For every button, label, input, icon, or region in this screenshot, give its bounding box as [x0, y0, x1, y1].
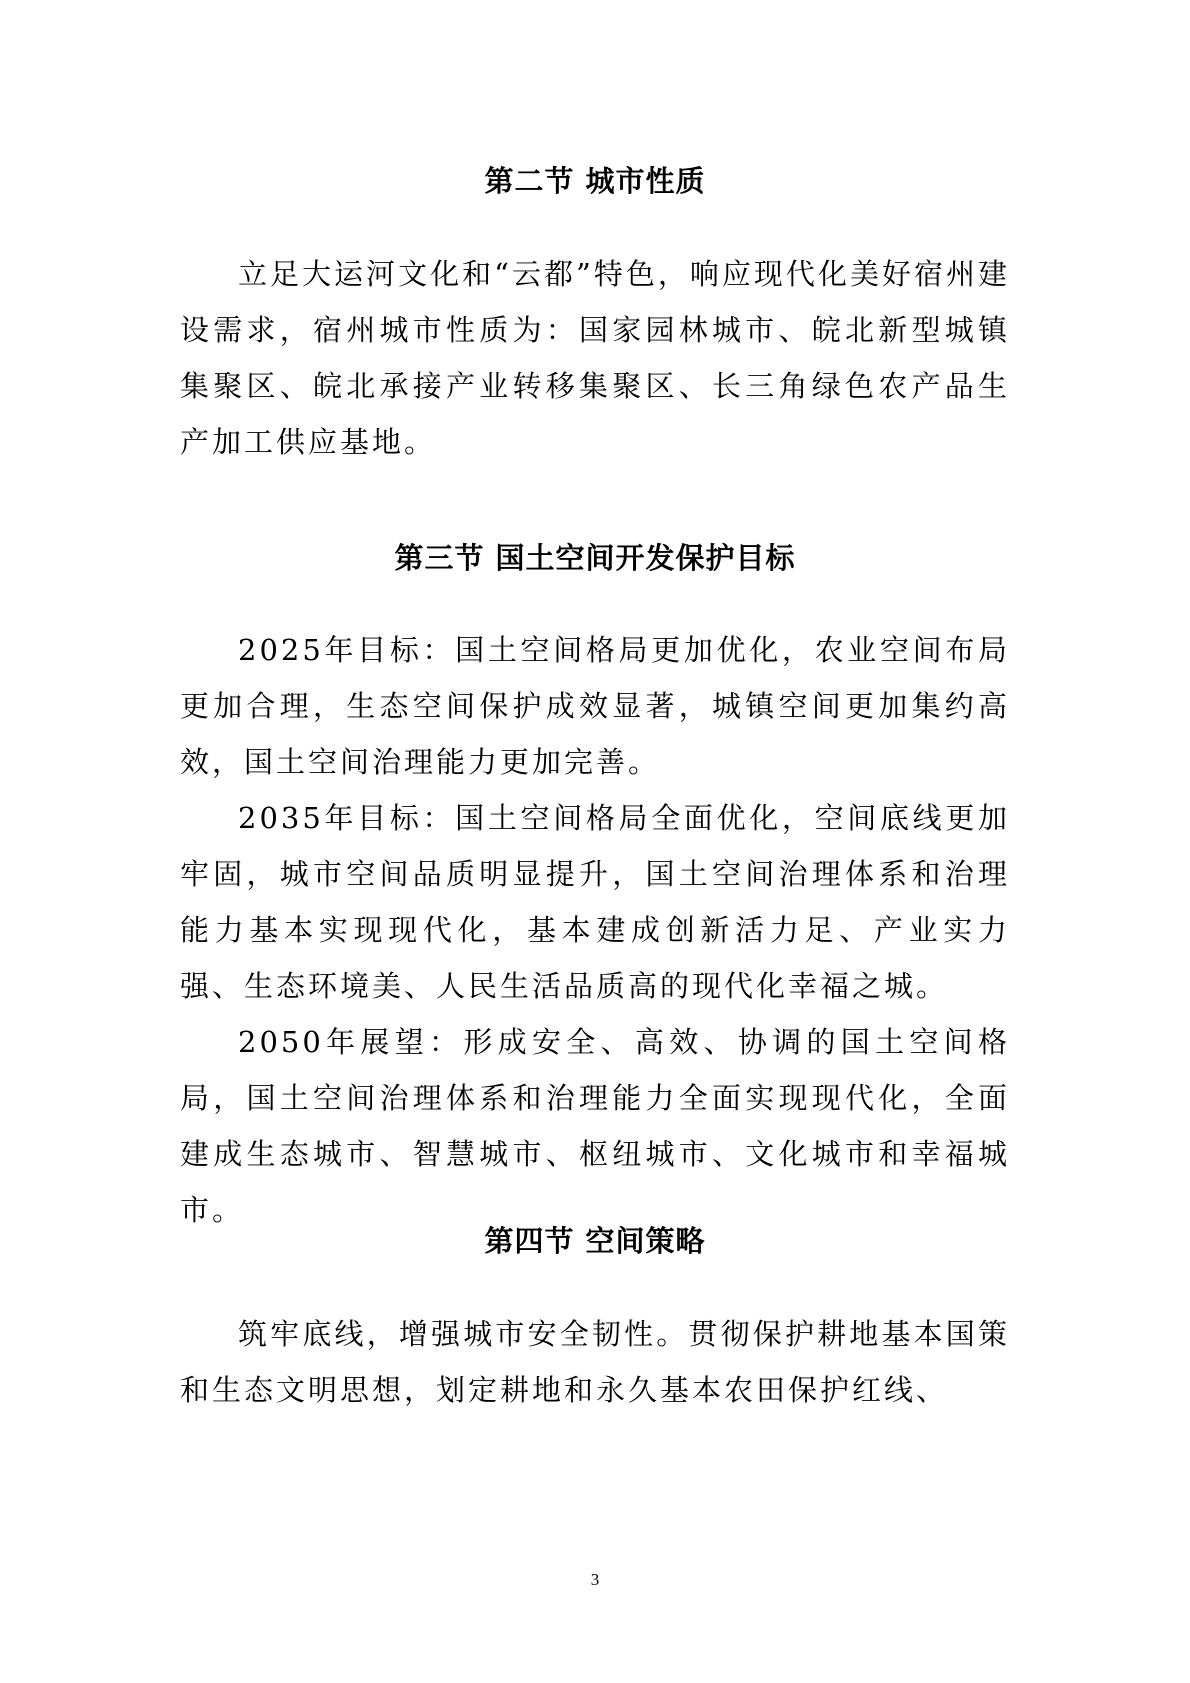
paragraph-spatial-strategy: 筑牢底线，增强城市安全韧性。贯彻保护耕地基本国策和生态文明思想，划定耕地和永久基本农田保护红线、	[180, 1317, 1010, 1407]
paragraph-goal-2035: 2035年目标：国土空间格局全面优化，空间底线更加牢固，城市空间品质明显提升，国土空间治理体系和治理能力基本实现现代化，基本建成创新活力足、产业实力强、生态环境美、人民生活品质高的现代化幸福之城。	[180, 801, 1010, 1003]
section-heading-spatial-strategy: 第四节 空间策略	[484, 1224, 706, 1258]
section-heading-city-nature: 第二节 城市性质	[484, 164, 706, 198]
page-number: 3	[590, 1570, 600, 1589]
paragraph-city-nature: 立足大运河文化和“云都”特色，响应现代化美好宿州建设需求，宿州城市性质为：国家园林城市、皖北新型城镇集聚区、皖北承接产业转移集聚区、长三角绿色农产品生产加工供应基地。	[180, 257, 1010, 459]
paragraph-goal-2025: 2025年目标：国土空间格局更加优化，农业空间布局更加合理，生态空间保护成效显著，城镇空间更加集约高效，国土空间治理能力更加完善。	[180, 633, 1010, 779]
section-heading-development-goals: 第三节 国土空间开发保护目标	[394, 541, 796, 575]
paragraph-outlook-2050: 2050年展望：形成安全、高效、协调的国土空间格局，国土空间治理体系和治理能力全面实现现代化，全面建成生态城市、智慧城市、枢纽城市、文化城市和幸福城市。	[180, 1025, 1010, 1227]
